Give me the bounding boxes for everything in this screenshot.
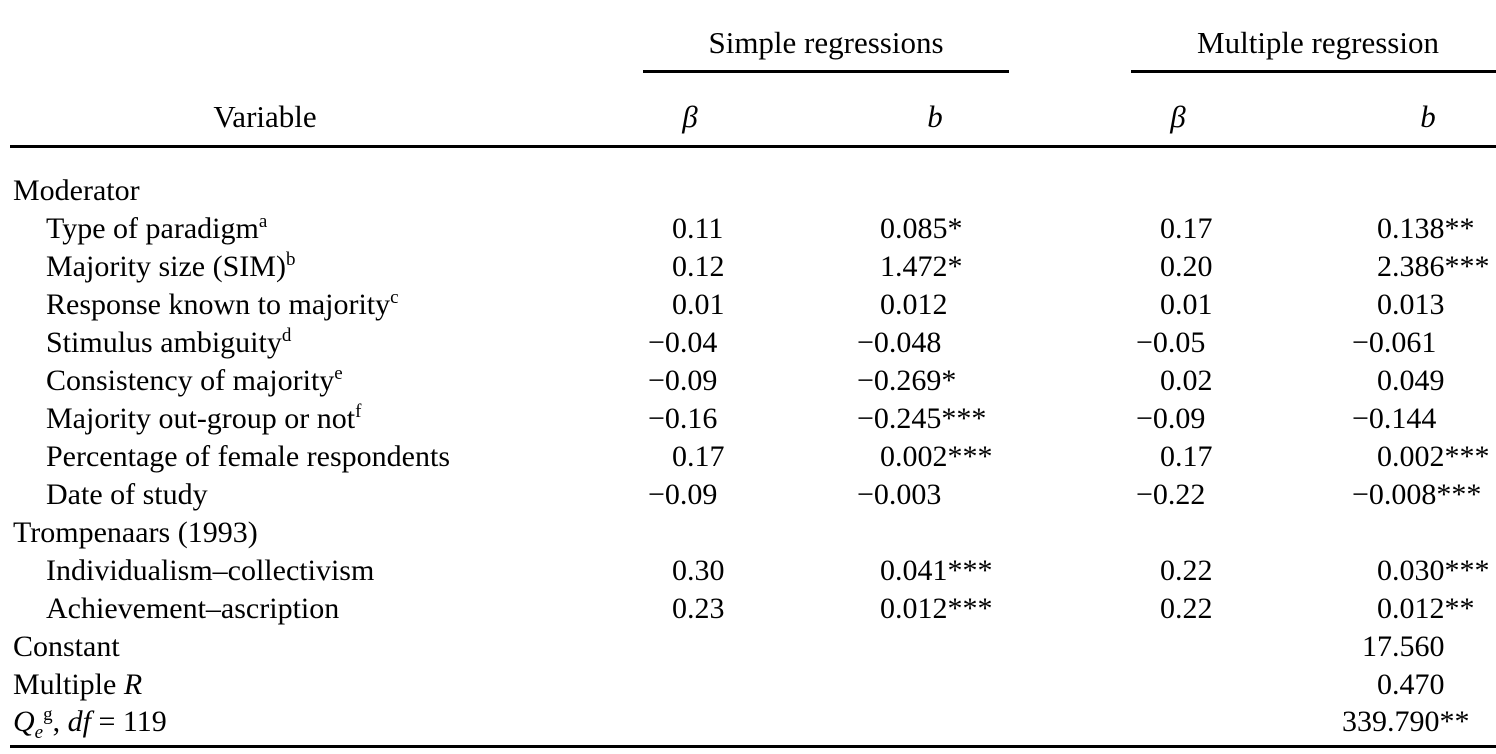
cell-simple-b: 0.041*** bbox=[880, 554, 993, 587]
cell-multiple-b: 0.002*** bbox=[1377, 440, 1490, 473]
column-header-multiple-b: b bbox=[1420, 99, 1436, 134]
row-label: Consistency of majority$^e$ bbox=[46, 363, 343, 397]
cell-multiple-b: 0.012** bbox=[1377, 592, 1475, 625]
cell-multiple-beta: 0.20 bbox=[1160, 250, 1213, 283]
cell-simple-b: 1.472* bbox=[880, 250, 963, 283]
group-header-multiple: Multiple regression bbox=[1197, 25, 1439, 60]
cell-multiple-b: −0.008*** bbox=[1352, 478, 1482, 511]
row-label: Type of paradigm$^a$ bbox=[46, 211, 268, 245]
column-header-simple-beta: β bbox=[682, 99, 698, 134]
cell-simple-b: −0.269* bbox=[857, 364, 957, 397]
cell-multiple-b: 0.030*** bbox=[1377, 554, 1490, 587]
cell-multiple-b: 0.138** bbox=[1377, 212, 1475, 245]
row-label: Majority out-group or not$^f$ bbox=[46, 401, 362, 435]
row-label: Majority size (SIM)$^b$ bbox=[46, 249, 296, 283]
cell-simple-beta: 0.11 bbox=[672, 212, 724, 245]
header-rule bbox=[10, 145, 1496, 148]
section-heading-moderator: Moderator bbox=[13, 174, 140, 207]
cell-multiple-beta: −0.09 bbox=[1136, 402, 1206, 435]
cell-simple-b: −0.245*** bbox=[857, 402, 987, 435]
row-label: Date of study bbox=[46, 478, 208, 511]
column-header-variable: Variable bbox=[213, 99, 317, 134]
cell-simple-beta: 0.23 bbox=[672, 592, 725, 625]
cell-multiple-b: 0.013 bbox=[1377, 288, 1445, 321]
cell-simple-b: 0.012 bbox=[880, 288, 948, 321]
row-label: Stimulus ambiguity$^d$ bbox=[46, 325, 292, 359]
cell-multiple-beta: 0.17 bbox=[1160, 440, 1213, 473]
cell-simple-beta: 0.17 bbox=[672, 440, 725, 473]
row-label: Constant bbox=[13, 630, 120, 663]
row-label: Achievement–ascription bbox=[46, 592, 340, 625]
cell-multiple-beta: 0.22 bbox=[1160, 592, 1213, 625]
row-label: Response known to majority$^c$ bbox=[46, 287, 399, 321]
cell-simple-beta: −0.04 bbox=[648, 326, 718, 359]
cell-multiple-b: 0.470 bbox=[1377, 668, 1445, 701]
cell-simple-beta: −0.16 bbox=[648, 402, 718, 435]
cell-multiple-beta: 0.17 bbox=[1160, 212, 1213, 245]
cell-multiple-b: 2.386*** bbox=[1377, 250, 1490, 283]
cell-simple-beta: −0.09 bbox=[648, 478, 718, 511]
column-header-simple-b: b bbox=[927, 99, 943, 134]
cell-simple-b: −0.003 bbox=[857, 478, 942, 511]
cell-simple-beta: −0.09 bbox=[648, 364, 718, 397]
cell-multiple-beta: 0.01 bbox=[1160, 288, 1213, 321]
cell-multiple-b: 339.790** bbox=[1342, 705, 1470, 738]
cell-simple-beta: 0.01 bbox=[672, 288, 725, 321]
row-label: Percentage of female respondents bbox=[46, 440, 450, 473]
cell-multiple-beta: 0.22 bbox=[1160, 554, 1213, 587]
cell-multiple-b: 17.560 bbox=[1362, 630, 1445, 663]
column-header-multiple-beta: β bbox=[1170, 99, 1186, 134]
cell-multiple-b: 0.049 bbox=[1377, 364, 1445, 397]
row-label: Individualism–collectivism bbox=[46, 554, 375, 587]
group-header-simple: Simple regressions bbox=[708, 25, 944, 60]
row-label: $Q_e^g$, df = 119 bbox=[13, 704, 167, 743]
cell-simple-beta: 0.12 bbox=[672, 250, 725, 283]
cell-simple-b: 0.012*** bbox=[880, 592, 993, 625]
group-rule-multiple bbox=[1131, 70, 1496, 73]
cell-multiple-b: −0.144 bbox=[1352, 402, 1437, 435]
group-rule-simple bbox=[643, 70, 1009, 73]
cell-simple-b: 0.085* bbox=[880, 212, 963, 245]
row-label: Multiple R bbox=[13, 668, 143, 701]
cell-multiple-beta: −0.22 bbox=[1136, 478, 1206, 511]
section-heading-trompenaars: Trompenaars (1993) bbox=[13, 516, 258, 549]
cell-simple-beta: 0.30 bbox=[672, 554, 725, 587]
bottom-rule bbox=[10, 745, 1496, 748]
cell-multiple-b: −0.061 bbox=[1352, 326, 1437, 359]
cell-multiple-beta: 0.02 bbox=[1160, 364, 1213, 397]
cell-multiple-beta: −0.05 bbox=[1136, 326, 1206, 359]
cell-simple-b: −0.048 bbox=[857, 326, 942, 359]
cell-simple-b: 0.002*** bbox=[880, 440, 993, 473]
